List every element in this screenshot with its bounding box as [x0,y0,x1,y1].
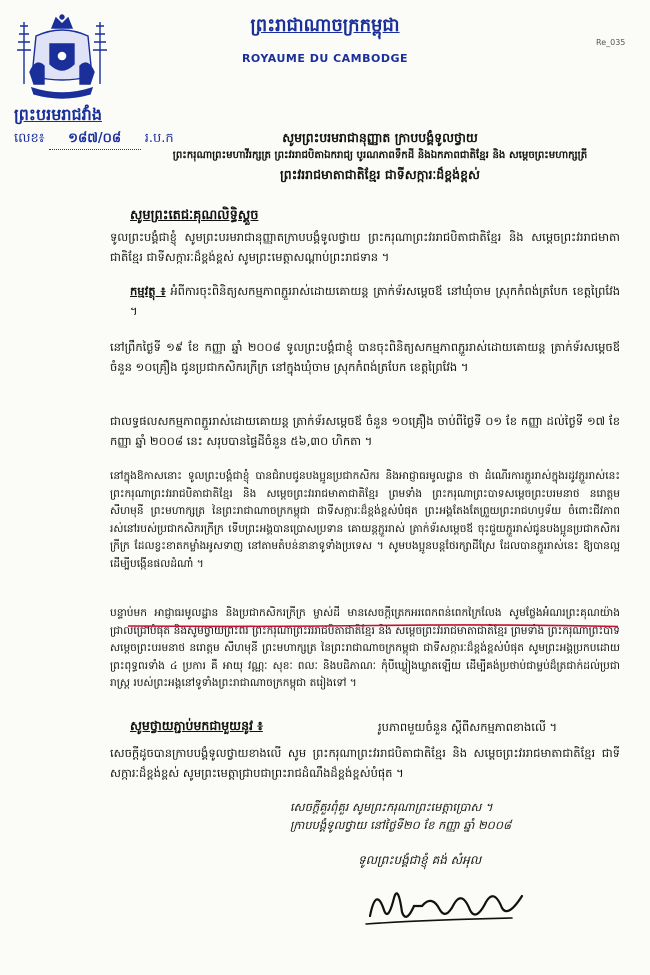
handwritten-signature-icon [362,876,532,932]
archive-reference-code: Re_035 [596,38,626,47]
body-paragraph-4-text: អាជ្ញាធរមូលដ្ឋាន និងប្រជាកសិករក្រីក្រ ម្ចាស់ដី មានសេចក្តីត្រេកអរពេកពន់ពេកក្រៃលែង សូមថ្លែងអំណរព្រះគុណយ៉ាងជ្រាលជ្រៅបំផុត និងសូមថ្វាយព្រះពរ ព្រះករុណាព្រះវររាជបិតាជាតិខ្មែរ និង សម្តេចព្រះវររាជមាតាជាតិខ្មែរ ព្រមទាំង ព្រះករុណាព្រះបាទសម្តេចព្រះបរមនាថ នរោត្តម សីហមុនី ព្រះមហាក្សត្រ នៃព្រះរាជាណាចក្រកម្ពុជា ជាទីសក្ការៈដ៏ខ្ពង់ខ្ពស់បំផុត សូមព្រះអង្គប្រកបដោយព្រះពុទ្ធពរទាំង ៤ ប្រការ គឺ អាយុ វណ្ណៈ សុខៈ ពលៈ និងបដិភាណៈ កុំបីឃ្លៀងឃ្លាតឡើយ ដើម្បីគង់ប្រថាប់ជាម្លប់ដ៏ត្រជាក់ដល់ប្រជារាស្ត្រ របស់ព្រះអង្គនៅទូទាំងព្រះរាជាណាចក្រកម្ពុជា តរៀងទៅ ។ [110,607,620,690]
kingdom-title-french: ROYAUME DU CAMBODGE [241,52,409,65]
reference-suffix: រ.ប.ក [144,131,174,146]
body-paragraph-3: នៅក្នុងឱកាសនោះ ទូលព្រះបង្គំជាខ្ញុំ បានជំរាបជូនបងប្អូនប្រជាកសិករ និងអាជ្ញាធរមូលដ្ឋាន ថា ដំណើរការភ្ជួររាស់ក្នុងរដូវភ្ជួររាស់នេះ ព្រះករុណាព្រះវររាជបិតាជាតិខ្មែរ និង សម្តេចព្រះវររាជមាតាជាតិខ្មែរ ព្រមទាំង ព្រះករុណាព្រះបាទសម្តេចព្រះបរមនាថ នរោត្តម សីហមុនី ព្រះមហាក្សត្រ នៃព្រះរាជាណាចក្រកម្ពុជា ជាទីសក្ការៈដ៏ខ្ពង់ខ្ពស់បំផុត ព្រះអង្គតែងតែព្រួយព្រះរាជហឫទ័យ ចំពោះជីវភាពរស់នៅរបស់ប្រជាកសិករក្រីក្រ ទើបព្រះអង្គបានប្រោសប្រទាន គោយន្តភ្ជួររាស់ ត្រាក់ទ័រសម្តេចឪ ចុះជួយភ្ជួររាស់ជូនបងប្អូនប្រជាកសិករក្រីក្រ ដែលខ្វះខាតកម្លាំងអូសទាញ នៅតាមតំបន់នានាទូទាំងប្រទេស ។ សូមបងប្អូនបន្តថែរក្សាដីស្រែ ដែលបានភ្ជួររាស់នេះ ឱ្យបានល្អ ដើម្បីបង្កើនផលដំណាំ ។ [110,470,620,570]
body-paragraph-4 [110,605,620,723]
body-paragraph-2: ជាលទ្ធផលសកម្មភាពភ្ជួររាស់ដោយគោយន្ត ត្រាក់ទ័រសម្តេចឪ ចំនួន ១០គ្រឿង ចាប់ពីថ្ងៃទី ០១ ខែ កញ្ញា ដល់ថ្ងៃទី ១៧ ខែ កញ្ញា ឆ្នាំ ២០០៨ នេះ សរុបបានផ្ទៃដីចំនួន ៥៦,៣០ ហិកតា ។ [110,414,620,448]
addressee-line-2: ព្រះករុណាព្រះមហាវីរក្សត្រ ព្រះវររាជបិតាឯករាជ្យ បូរណភាពទឹកដី និងឯកភាពជាតិខ្មែរ និង សម្តេចព្រះមហាក្សត្រី [172,150,588,161]
issuing-office: ព្រះបរមរាជវាំង [14,105,102,124]
closing-line-1: សេចក្តីគួរពុំគួរ សូមព្រះករុណាព្រះមេត្តាប្រោស ។ [290,800,493,814]
red-underline-annotation [128,624,618,628]
subject-text: អំពីការចុះពិនិត្យសកម្មភាពភ្ជួររាស់ដោយគោយន្ត ត្រាក់ទ័រសម្តេចឪ នៅឃុំចាម ស្រុកកំពង់ត្របែក ខេត្តព្រៃវែង ។ [130,284,621,318]
reference-prefix: លេខ៖ [14,131,45,146]
intro-paragraph: ទូលព្រះបង្គំជាខ្ញុំ សូមព្រះបរមរាជានុញ្ញាតក្រាបបង្គំទូលថ្វាយ ព្រះករុណាព្រះវររាជបិតាជាតិខ្មែរ និង សម្តេចព្រះវររាជមាតាជាតិខ្មែរ ជាទីសក្ការៈដ៏ខ្ពង់ខ្ពស់ សូមព្រះមេត្តាសណ្តាប់ព្រះរាជទាន ។ [110,230,620,264]
addressee-line-3: ព្រះវររាជមាតាជាតិខ្មែរ ជាទីសក្ការៈដ៏ខ្ពង់ខ្ពស់ [280,167,480,182]
conclusion-paragraph: សេចក្តីដូចបានក្រាបបង្គំទូលថ្វាយខាងលើ សូម ព្រះករុណាព្រះវររាជបិតាជាតិខ្មែរ និង សម្តេចព្រះវររាជមាតាជាតិខ្មែរ ជាទីសក្ការៈដ៏ខ្ពង់ខ្ពស់ សូមព្រះមេត្តាជ្រាបជាព្រះរាជដំណឹងដ៏ខ្ពង់ខ្ពស់បំផុត ។ [110,746,620,780]
signer-name: ទូលព្រះបង្គំជាខ្ញុំ គង់ សំអុល [358,853,482,867]
kingdom-title: ព្រះរាជាណាចក្រកម្ពុជា [250,15,400,36]
salutation: សូមព្រះតេជៈគុណលិទ្ធិស្គួច [130,208,259,223]
addressee-line-1: សូមព្រះបរមរាជានុញ្ញាត ក្រាបបង្គំទូលថ្វាយ [282,130,478,145]
royal-coat-of-arms-icon [14,14,110,102]
subject-label: កម្មវត្ថុ ៖ [130,284,166,298]
body-paragraph-1: នៅព្រឹកថ្ងៃទី ១៩ ខែ កញ្ញា ឆ្នាំ ២០០៨ ទូលព្រះបង្គំជាខ្ញុំ បានចុះពិនិត្យសកម្មភាពភ្ជួររាស់ដោយគោយន្ត ត្រាក់ទ័រសម្តេចឪ ចំនួន ១០គ្រឿង ជូនប្រជាកសិករក្រីក្រ នៅក្នុងឃុំចាម ស្រុកកំពង់ត្របែក ខេត្តព្រៃវែង ។ [110,340,620,374]
subject-paragraph [130,282,620,321]
enclosure-text: រូបភាពមួយចំនួន ស្តីពីសកម្មភាពខាងលើ ។ [378,720,558,734]
enclosure-label: សូមថ្វាយភ្ជាប់មកជាមួយនូវ ៖ [130,718,263,733]
reference-number: ១៨៧/០៨ [49,130,141,150]
closing-line-2: ក្រាបបង្គំទូលថ្វាយ នៅថ្ងៃទី២០ ខែ កញ្ញា ឆ្នាំ ២០០៨ [290,818,512,832]
body-paragraph-4-prefix: បន្ទាប់មក [110,607,147,619]
